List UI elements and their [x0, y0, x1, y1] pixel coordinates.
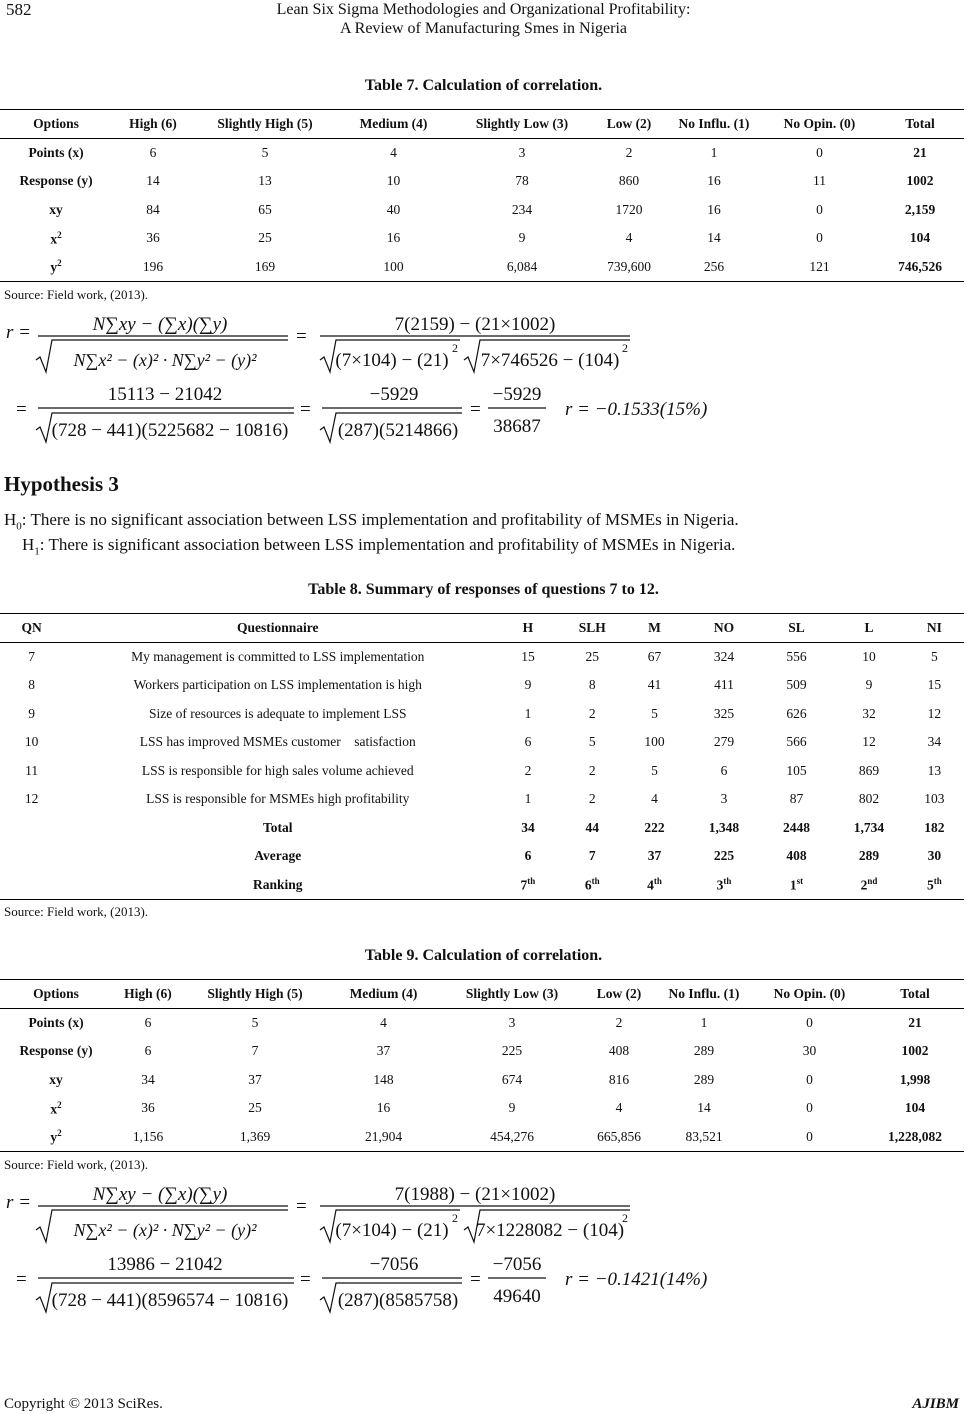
- question-text: LSS is responsible for MSMEs high profitability: [146, 791, 410, 807]
- table9-col-header: Slightly High (5): [184, 980, 326, 1009]
- average-value: 7: [588, 848, 596, 864]
- exponent-2: 2: [622, 341, 628, 355]
- simplified-denominator: (728 − 441)(8596574 − 10816): [51, 1290, 289, 1311]
- h0-subscript: 0: [16, 520, 22, 533]
- table-cell: 15: [927, 677, 942, 693]
- table7-col-header: Medium (4): [336, 110, 451, 139]
- average-value: 37: [647, 848, 662, 864]
- table8-col-header: NI: [905, 614, 964, 643]
- table-cell: 6,084: [451, 253, 593, 282]
- table-cell: 16: [707, 173, 721, 189]
- table8-col-header: M: [621, 614, 688, 643]
- hypothesis-h1: [22, 535, 735, 557]
- reduced-denominator: (287)(8585758): [337, 1290, 459, 1311]
- table8-col-header: H: [492, 614, 563, 643]
- h1-text: : There is significant association between LSS implementation and profitability of MSMEs in Nigeria.: [39, 535, 736, 554]
- table-cell: 37: [248, 1071, 262, 1087]
- table-cell: 36: [141, 1100, 155, 1116]
- denominator-y-part: 7×1228082 − (104): [475, 1220, 625, 1241]
- table-cell: 25: [585, 649, 599, 664]
- table9-col-header: Options: [0, 980, 112, 1009]
- table8-col-header: SLH: [564, 614, 621, 643]
- total-value: 182: [924, 819, 945, 835]
- table-cell: 869: [858, 762, 880, 778]
- h1-subscript: 1: [34, 545, 40, 558]
- table-cell: 8: [588, 677, 596, 693]
- average-row: [0, 842, 964, 871]
- table-cell: 4: [651, 791, 658, 807]
- question-number: 10: [24, 734, 39, 750]
- table7-source: Source: Field work, (2013).: [4, 287, 149, 302]
- table-row: [0, 728, 964, 757]
- row-total: 21: [908, 1015, 922, 1030]
- table-cell: 196: [112, 253, 194, 282]
- empty-cell: [0, 814, 63, 843]
- table-row: [0, 1009, 964, 1038]
- table-cell: 12: [927, 705, 942, 721]
- table-cell: 169: [194, 253, 336, 282]
- row-total: 746,526: [876, 253, 964, 282]
- table-cell: 6: [720, 762, 728, 778]
- formula-r-equals: r =: [6, 322, 31, 343]
- table-cell: 16: [376, 1100, 391, 1116]
- row-label: xy: [49, 201, 63, 217]
- table-row: [0, 700, 964, 729]
- table-row: [0, 785, 964, 814]
- table-cell: 6: [144, 1043, 152, 1059]
- table-cell: 2: [588, 705, 596, 721]
- total-value: 1,734: [853, 819, 885, 835]
- table-cell: 84: [146, 201, 160, 217]
- simplified-numerator: 15113 − 21042: [107, 384, 223, 405]
- table-cell: 67: [647, 649, 662, 664]
- table-cell: 7: [251, 1043, 259, 1059]
- table-cell: 2: [524, 762, 532, 778]
- table-cell: 256: [665, 253, 763, 282]
- rank-suffix: nd: [867, 875, 878, 886]
- table-cell: 41: [647, 677, 662, 693]
- table9: [0, 979, 964, 1152]
- table-cell: 411: [714, 677, 734, 693]
- table-cell: 279: [713, 734, 735, 750]
- table8-col-header: NO: [688, 614, 759, 643]
- table-cell: 289: [693, 1071, 715, 1087]
- row-label: $x^2$: [50, 229, 62, 246]
- table-cell: 1: [710, 145, 718, 160]
- final-denominator: 49640: [493, 1286, 541, 1307]
- table-row: [0, 1037, 964, 1066]
- average-value: 30: [927, 848, 942, 864]
- row-total: 104: [909, 230, 931, 246]
- ranking-value: [492, 871, 563, 900]
- table-cell: 9: [508, 1100, 516, 1116]
- average-value: 408: [786, 848, 807, 864]
- rank-number: 3: [716, 877, 724, 893]
- table-cell: 13: [927, 762, 942, 778]
- table-cell: 6: [524, 734, 532, 750]
- empty-cell: [0, 842, 63, 871]
- table7-col-header: Options: [0, 110, 112, 139]
- table-cell: 6: [149, 145, 157, 160]
- table8-col-header: Questionnaire: [63, 614, 492, 643]
- rank-number: 5: [926, 877, 934, 893]
- table-cell: 0: [806, 1100, 813, 1116]
- table8-source: Source: Field work, (2013).: [4, 904, 149, 919]
- table-cell: 83,521: [655, 1123, 753, 1152]
- question-text: LSS has improved MSMEs customer satisfaction: [139, 734, 416, 750]
- average-value: 289: [858, 848, 880, 864]
- rank-number: 4: [647, 877, 654, 893]
- table9-col-header: Slightly Low (3): [441, 980, 583, 1009]
- numerator-substituted: 7(1988) − (21×1002): [394, 1184, 556, 1205]
- table-cell: 5: [588, 734, 596, 750]
- footer-copyright: Copyright © 2013 SciRes.: [4, 1396, 163, 1412]
- table-cell: 36: [146, 230, 160, 246]
- ranking-label: Ranking: [63, 871, 492, 900]
- row-total: 1,228,082: [866, 1123, 964, 1152]
- question-number: 9: [28, 705, 36, 721]
- table7: [0, 109, 964, 282]
- rank-number: 6: [584, 877, 592, 893]
- table9-col-header: Low (2): [583, 980, 655, 1009]
- equals-sign: =: [296, 1196, 307, 1217]
- total-value: 34: [521, 819, 535, 835]
- table-cell: 5: [651, 762, 658, 778]
- table-cell: 10: [862, 649, 876, 664]
- table-cell: 3: [518, 145, 526, 160]
- footer-journal: AJIBM: [912, 1396, 959, 1412]
- table7-col-header: No Opin. (0): [763, 110, 876, 139]
- formula-general-numerator: N∑xy − (∑x)(∑y): [92, 1184, 228, 1205]
- question-number: 11: [25, 762, 39, 778]
- table7-col-header: High (6): [112, 110, 194, 139]
- table-cell: 5: [651, 705, 658, 721]
- equals-sign: =: [470, 399, 481, 420]
- table-cell: 739,600: [593, 253, 665, 282]
- table-cell: 13: [258, 173, 272, 189]
- table-cell: 234: [511, 201, 533, 217]
- table7-header-row: [0, 110, 964, 139]
- table7-col-header: Slightly Low (3): [451, 110, 593, 139]
- table-cell: 2: [588, 791, 596, 807]
- table-row: [0, 1066, 964, 1095]
- rank-suffix: th: [527, 875, 536, 886]
- ranking-value: [688, 871, 759, 900]
- table8-caption: Table 8. Summary of responses of questions 7 to 12.: [308, 581, 659, 598]
- total-value: 2448: [782, 819, 810, 835]
- table-cell: 626: [786, 705, 807, 721]
- denominator-x-part: (7×104) − (21): [335, 350, 449, 371]
- reduced-denominator: (287)(5214866): [337, 420, 459, 441]
- question-text: LSS is responsible for high sales volume achieved: [141, 762, 414, 778]
- formula-general-numerator: N∑xy − (∑x)(∑y): [92, 314, 228, 335]
- table-cell: 87: [789, 791, 804, 807]
- simplified-denominator: (728 − 441)(5225682 − 10816): [51, 420, 289, 441]
- table-cell: 25: [248, 1100, 262, 1116]
- table8-col-header: L: [833, 614, 904, 643]
- table-cell: 1720: [615, 201, 643, 217]
- table-cell: 103: [924, 791, 945, 807]
- table-cell: 0: [753, 1123, 866, 1152]
- question-text: My management is committed to LSS implementation: [131, 649, 425, 664]
- rank-suffix: th: [723, 875, 732, 886]
- table-cell: 10: [386, 173, 401, 189]
- table-cell: 816: [608, 1071, 630, 1087]
- table-cell: 2: [615, 1015, 623, 1030]
- reduced-numerator: −7056: [369, 1254, 419, 1275]
- table9-col-header: No Opin. (0): [753, 980, 866, 1009]
- table-cell: 0: [816, 145, 823, 160]
- row-total: 2,159: [904, 201, 936, 217]
- table-cell: 5: [261, 145, 269, 160]
- total-row: [0, 814, 964, 843]
- rank-suffix: th: [933, 875, 942, 886]
- equals-sign: =: [470, 1269, 481, 1290]
- denominator-x-part: (7×104) − (21): [335, 1220, 449, 1241]
- table9-header-row: [0, 980, 964, 1009]
- table-cell: 4: [615, 1100, 623, 1116]
- equals-sign: =: [16, 399, 27, 420]
- rank-number: 1: [789, 877, 797, 893]
- table-cell: 9: [865, 677, 873, 693]
- table-cell: 3: [720, 791, 728, 807]
- ranking-value: [760, 871, 834, 900]
- total-label: Total: [263, 819, 293, 835]
- table-cell: 556: [786, 649, 807, 664]
- ranking-value: [621, 871, 688, 900]
- table-cell: 0: [816, 201, 823, 217]
- correlation-formula-2: [0, 1172, 967, 1322]
- table-cell: 1,156: [112, 1123, 184, 1152]
- empty-cell: [0, 871, 63, 900]
- average-label: Average: [254, 848, 302, 864]
- question-number: 12: [24, 791, 39, 807]
- table8-header-row: [0, 614, 964, 643]
- rank-suffix: st: [796, 875, 804, 886]
- table-cell: 14: [146, 173, 160, 189]
- denominator-y-part: 7×746526 − (104): [480, 350, 620, 371]
- table-cell: 1: [524, 705, 532, 721]
- table-cell: 148: [373, 1071, 394, 1087]
- table9-col-header: Total: [866, 980, 964, 1009]
- equals-sign: =: [300, 399, 311, 420]
- average-value: 225: [713, 848, 735, 864]
- table-cell: 14: [707, 230, 721, 246]
- table-cell: 12: [862, 734, 876, 750]
- table-row: [0, 224, 964, 253]
- running-title-line1: Lean Six Sigma Methodologies and Organizational Profitability:: [276, 1, 691, 18]
- total-value: 222: [644, 819, 665, 835]
- table7-col-header: Total: [876, 110, 964, 139]
- table9-caption: Table 9. Calculation of correlation.: [364, 947, 603, 964]
- table7-caption: Table 7. Calculation of correlation.: [364, 77, 603, 94]
- table-cell: 9: [524, 677, 532, 693]
- table7-col-header: Slightly High (5): [194, 110, 336, 139]
- row-total: 1002: [906, 173, 934, 189]
- table-cell: 21,904: [326, 1123, 441, 1152]
- table-cell: 1: [524, 791, 532, 807]
- table-cell: 16: [707, 201, 721, 217]
- rank-suffix: th: [591, 875, 600, 886]
- ranking-value: [905, 871, 964, 900]
- table-row: [0, 196, 964, 225]
- rank-suffix: th: [653, 875, 662, 886]
- total-value: 1,348: [708, 819, 740, 835]
- exponent-2: 2: [452, 341, 458, 355]
- table-cell: 32: [862, 705, 876, 721]
- table-cell: 100: [644, 734, 665, 750]
- row-total: 1002: [901, 1043, 929, 1059]
- final-denominator: 38687: [493, 416, 541, 437]
- table-cell: 15: [521, 649, 535, 664]
- h0-text: : There is no significant association between LSS implementation and profitability of MSMEs in Nigeria.: [21, 510, 739, 529]
- table8-col-header: SL: [760, 614, 834, 643]
- table-row: [0, 1123, 964, 1152]
- correlation-formula-1: [0, 302, 967, 452]
- row-label: $y^2$: [0, 1123, 112, 1152]
- table-cell: 509: [786, 677, 807, 693]
- table-cell: 802: [858, 791, 880, 807]
- table-cell: 30: [802, 1043, 817, 1059]
- table-cell: 11: [813, 173, 826, 189]
- rank-number: 7: [520, 877, 528, 893]
- row-total: 104: [904, 1100, 926, 1116]
- table-cell: 4: [390, 145, 397, 160]
- equals-sign: =: [300, 1269, 311, 1290]
- table-cell: 16: [386, 230, 401, 246]
- table-cell: 78: [515, 173, 529, 189]
- table-cell: 3: [508, 1015, 516, 1030]
- table-cell: 4: [625, 230, 633, 246]
- table-cell: 6: [144, 1015, 152, 1030]
- row-label: Response (y): [19, 1043, 93, 1059]
- table-cell: 289: [693, 1043, 715, 1059]
- table-cell: 408: [608, 1043, 630, 1059]
- table-cell: 14: [697, 1100, 711, 1116]
- final-numerator: −5929: [492, 384, 542, 405]
- hypothesis-h0: [4, 510, 739, 532]
- table-cell: 225: [501, 1043, 523, 1059]
- table-row: [0, 643, 964, 672]
- table-cell: 566: [786, 734, 807, 750]
- table-cell: 325: [713, 705, 735, 721]
- row-label: $y^2$: [0, 253, 112, 282]
- table-cell: 2: [625, 145, 633, 160]
- formula-r-equals: r =: [6, 1192, 31, 1213]
- table-row: [0, 757, 964, 786]
- row-label: xy: [49, 1071, 63, 1087]
- average-value: 6: [524, 848, 532, 864]
- equals-sign: =: [16, 1269, 27, 1290]
- table-cell: 37: [376, 1043, 391, 1059]
- table9-source: Source: Field work, (2013).: [4, 1157, 149, 1172]
- simplified-numerator: 13986 − 21042: [107, 1254, 223, 1275]
- table9-col-header: High (6): [112, 980, 184, 1009]
- h1-label: H: [22, 535, 35, 554]
- page-number: 582: [6, 0, 32, 19]
- table-cell: 4: [380, 1015, 387, 1030]
- formula-general-denominator: N∑x² − (x)² · N∑y² − (y)²: [73, 350, 257, 370]
- equals-sign: =: [296, 326, 307, 347]
- reduced-numerator: −5929: [369, 384, 419, 405]
- final-numerator: −7056: [492, 1254, 542, 1275]
- table-cell: 5: [930, 649, 938, 664]
- question-number: 8: [28, 677, 36, 693]
- table8: [0, 613, 964, 900]
- table-cell: 0: [806, 1015, 813, 1030]
- table-cell: 40: [386, 201, 401, 217]
- table-cell: 100: [336, 253, 451, 282]
- exponent-2: 2: [452, 1211, 458, 1225]
- hypothesis-heading: Hypothesis 3: [4, 472, 119, 496]
- table-row: [0, 671, 964, 700]
- formula-general-denominator: N∑x² − (x)² · N∑y² − (y)²: [73, 1220, 257, 1240]
- table-cell: 5: [251, 1015, 259, 1030]
- table-cell: 25: [258, 230, 272, 246]
- ranking-value: [833, 871, 904, 900]
- correlation-result: r = −0.1533(15%): [565, 399, 708, 420]
- row-label: $x^2$: [50, 1099, 62, 1116]
- table7-col-header: No Influ. (1): [665, 110, 763, 139]
- question-text: Workers participation on LSS implementation is high: [133, 677, 422, 693]
- table-cell: 1: [700, 1015, 708, 1030]
- row-label: Response (y): [19, 173, 93, 189]
- table-row: [0, 139, 964, 168]
- table-cell: 34: [141, 1071, 155, 1087]
- table-cell: 324: [713, 649, 735, 664]
- total-value: 44: [585, 819, 599, 835]
- table9-col-header: No Influ. (1): [655, 980, 753, 1009]
- table-cell: 34: [927, 734, 942, 750]
- table-cell: 2: [588, 762, 596, 778]
- table-row: [0, 253, 964, 282]
- table-cell: 454,276: [441, 1123, 583, 1152]
- table-cell: 105: [786, 762, 807, 778]
- table8-col-header: QN: [0, 614, 63, 643]
- table-cell: 121: [763, 253, 876, 282]
- row-label: Points (x): [28, 145, 84, 160]
- table-cell: 860: [618, 173, 640, 189]
- ranking-row: [0, 871, 964, 900]
- question-text: Size of resources is adequate to implement LSS: [148, 705, 407, 721]
- table-cell: 1,369: [184, 1123, 326, 1152]
- correlation-result: r = −0.1421(14%): [565, 1269, 708, 1290]
- table-cell: 65: [258, 201, 272, 217]
- table-cell: 665,856: [583, 1123, 655, 1152]
- numerator-substituted: 7(2159) − (21×1002): [394, 314, 556, 335]
- table9-col-header: Medium (4): [326, 980, 441, 1009]
- exponent-2: 2: [622, 1211, 628, 1225]
- row-total: 1,998: [899, 1071, 931, 1087]
- row-label: Points (x): [28, 1015, 84, 1030]
- table-cell: 674: [501, 1071, 523, 1087]
- ranking-value: [564, 871, 621, 900]
- question-number: 7: [28, 649, 36, 664]
- table-row: [0, 1094, 964, 1123]
- table-cell: 0: [806, 1071, 813, 1087]
- row-total: 21: [913, 145, 927, 160]
- table-row: [0, 167, 964, 196]
- h0-label: H: [4, 510, 17, 529]
- rank-number: 2: [860, 877, 868, 893]
- table7-col-header: Low (2): [593, 110, 665, 139]
- table-cell: 0: [816, 230, 823, 246]
- table-cell: 9: [518, 230, 526, 246]
- running-title-line2: A Review of Manufacturing Smes in Nigeria: [339, 20, 628, 37]
